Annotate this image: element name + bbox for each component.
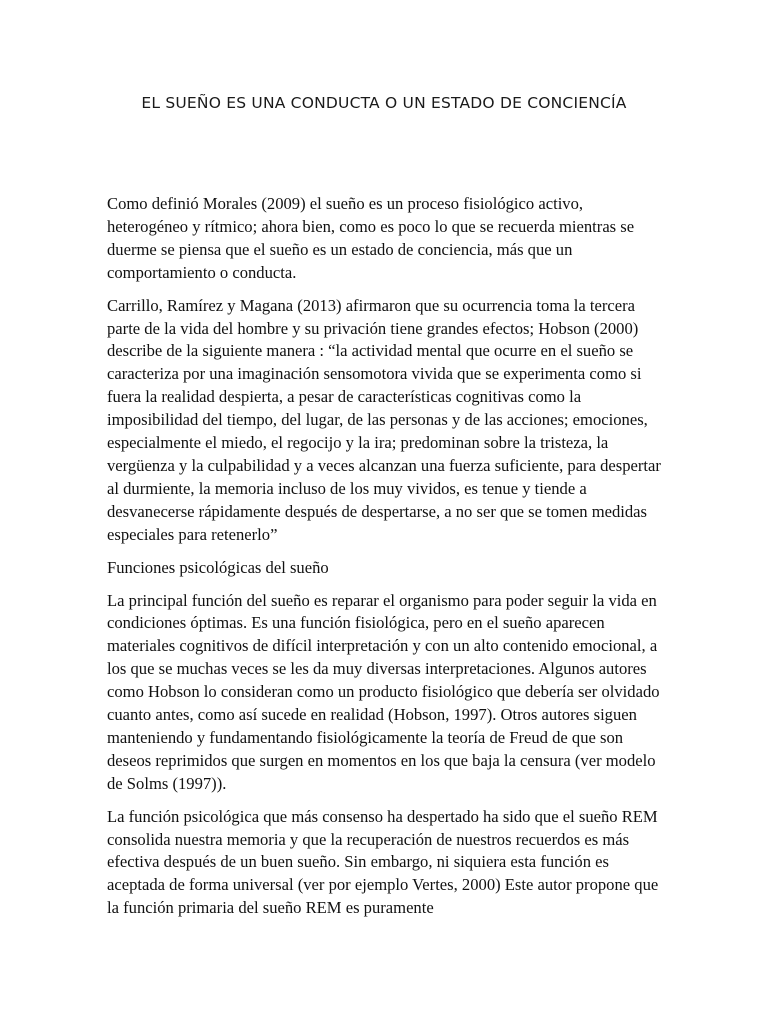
document-title: EL SUEÑO ES UNA CONDUCTA O UN ESTADO DE CONCIENCÍA (141, 94, 627, 112)
paragraph-intro: Como definió Morales (2009) el sueño es un proceso fisiológico activo, heterogéneo y rítmico; ahora bien, como es poco lo que se recuerda mientras se duerme se piensa que el sueño es un estado de conciencia, más que un comportamiento o conducta. (107, 194, 635, 282)
paragraph-carrillo-hobson: Carrillo, Ramírez y Magana (2013) afirmaron que su ocurrencia toma la tercera parte de la vida del hombre y su privación tiene grandes efectos; Hobson (2000) describe de la siguiente manera : “la actividad mental que ocurre en el sueño se caracteriza por una imaginación sensomotora vivida que se experimenta como si fuera la realidad despierta, a pesar de características cognitivas como la imposibilidad del tiempo, del lugar, de las personas y de las acciones; emociones, especialmente el miedo, el regocijo y la ira; predominan sobre la tristeza, la vergüenza y la culpabilidad y a veces alcanzan una fuerza suficiente, para despertar al durmiente, la memoria incluso de los muy vividos, es tenue y tiende a desvanecerse rápidamente después de despertarse, a no ser que se tomen medidas especiales para retenerlo” (107, 295, 661, 544)
document-body (107, 193, 667, 930)
section-heading-funciones: Funciones psicológicas del sueño (107, 557, 329, 577)
paragraph-funcion-psicologica: La función psicológica que más consenso ha despertado ha sido que el sueño REM consolida nuestra memoria y que la recuperación de nuestros recuerdos es más efectiva después de un buen sueño. Sin embargo, ni siquiera esta función es aceptada de forma universal (ver por ejemplo Vertes, 2000) Este autor propone que la función primaria del sueño REM es puramente (107, 806, 659, 918)
paragraph-funcion-principal: La principal función del sueño es reparar el organismo para poder seguir la vida en condiciones óptimas. Es una función fisiológica, pero en el sueño aparecen materiales cognitivos de difícil interpretación y con un alto contenido emocional, a los que se muchas veces se les da muy diversas interpretaciones. Algunos autores como Hobson lo consideran como un producto fisiológico que debería ser olvidado cuanto antes, como así sucede en realidad (Hobson, 1997). Otros autores siguen manteniendo y fundamentando fisiológicamente la teoría de Freud de que son deseos reprimidos que surgen en momentos en los que baja la censura (ver modelo de Solms (1997)). (107, 590, 660, 793)
